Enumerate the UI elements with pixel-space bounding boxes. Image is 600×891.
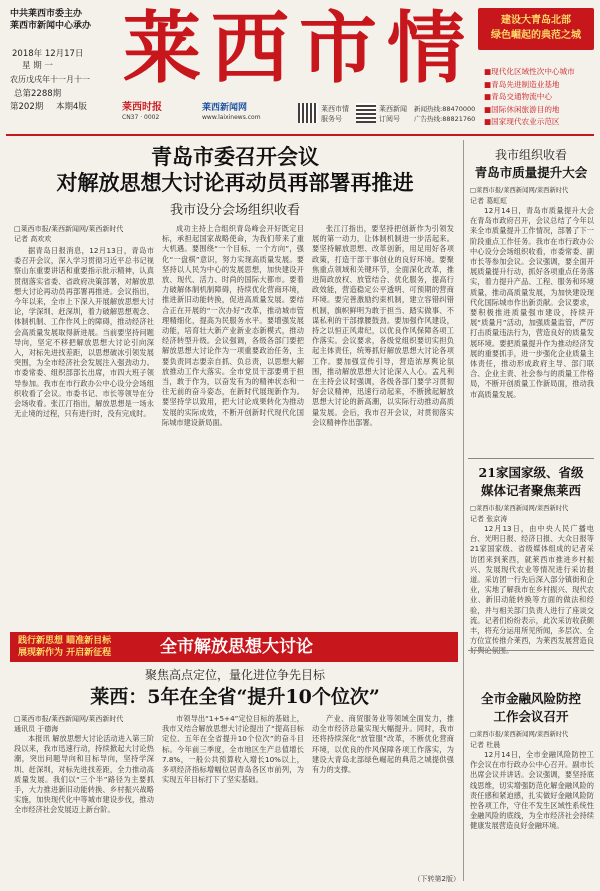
logo-strip — [118, 102, 478, 126]
subscription-account-label — [379, 104, 415, 124]
promo-line-2: 绿色崛起的典范之城 — [491, 30, 581, 41]
issue-date: 2018年 12月17日 — [12, 49, 84, 59]
side1-headline: 青岛市质量提升大会 — [474, 165, 588, 180]
article2-body-col-3: 产业、商贸服务业等领域全面发力，推动全市经济总量实现大幅提升。同时，我市还将持续深化“放管服”改革，不断优化营商环境，以优良的作风保障各项工作落实，为建设大青岛北部绿色崛起的典范之城提供强有力的支撑。 — [312, 714, 454, 775]
article2-col-1 — [14, 714, 154, 884]
campaign-banner — [10, 632, 458, 662]
campaign-slogan-1: 践行新思想 瞄准新目标 — [18, 636, 112, 646]
main-body-col-1: 据青岛日报消息，12月13日，青岛市委召开会议，深入学习贯彻习近平总书记视察山东重要讲话和重要指示批示精神，认真贯彻落实省委、省政府决策部署，对解放思想大讨论再动员再部署再推进。会议指出，今年以来，全市上下深入开展解放思想大讨论，学深圳、赶深圳，着力破解思想观念、体制机制、工作作风上的障碍，推动经济社会高质量发展取得新进展。当前要坚持问题导向，坚定不移把解放思想大讨论引向深入，对标先进找差距，以思想破冰引领发展突围，为全市经济社会发展注入强劲动力。市委常委、组织部部长出席，市四大班子领导参加。我市在市行政办公中心设分会场组织收看了会议。市委书记、市长等领导在分会场收看。张江汀指出，解放思想是一场永无止境的过程，只有进行时，没有完成时。 — [14, 246, 154, 419]
main-col-2 — [162, 224, 304, 624]
promo-item: ■现代化区域性次中心城市 — [484, 67, 575, 76]
promo-banner — [478, 8, 594, 50]
service-account-type: 服务号 — [321, 115, 342, 123]
side1-kicker: 我市组织收看 — [494, 148, 567, 162]
side3-byline-source: □莱西市报/莱西新闻网/莱西新时代 — [470, 731, 569, 738]
article2-body-col-2: 市领导出“1+5+4”定位目标的基础上，我市又结合解放思想大讨论提出了“提高目标定位、五年在全省提升10个位次”的奋斗目标。今年前三季度，全市地区生产总值增长7.8%，一般公共预算收入增长10%以上，多项经济指标增幅位居青岛各区市前列，为实现五年目标打下了坚实基础。 — [162, 714, 304, 785]
promo-item: ■国家现代农业示范区 — [484, 117, 560, 127]
side1-byline-reporter: 记者 葛虹虹 — [470, 197, 508, 205]
main-headline-2: 对解放思想大讨论再动员再部署再推进 — [56, 170, 414, 195]
side2-body — [470, 504, 594, 646]
promo-item: ■国际休闲旅游目的地 — [484, 104, 560, 114]
promo-line-1: 建设大青岛北部 — [501, 15, 571, 26]
service-account-label — [321, 104, 357, 124]
main-col-1 — [14, 224, 154, 624]
main-byline-reporter: 记者 高欢欢 — [14, 235, 52, 243]
article2-byline-source: □莱西市报/莱西新闻网/莱西新时代 — [14, 715, 124, 723]
service-account-name: 莱西市情 — [321, 105, 349, 113]
side2-text: 12月13日，由中央人民广播电台、光明日报、经济日报、大众日报等21家国家级、省级媒体组成的记者采访团来到莱西，就莱西市推进乡村振兴、发展现代农业等情况进行采访报道。采访团一行先后深入部分镇街和企业，实地了解我市在乡村振兴、现代农业、新旧动能转换等方面的做法和经验，并与相关部门负责人进行了座谈交流。记者们纷纷表示，此次采访收获颇丰，将充分运用所见所闻，多层次、全方位宣传推介莱西，为莱西发展营造良 — [470, 524, 594, 646]
subscription-account-name: 莱西新闻 — [379, 105, 407, 113]
campaign-banner-title: 全市解放思想大讨论 — [160, 637, 313, 657]
article2-byline-reporter: 通讯员 于德海 — [14, 725, 59, 733]
hotline-ads: 广告热线:88821760 — [414, 115, 476, 123]
laixi-news-logo-text: 莱西新闻网 — [202, 103, 248, 113]
side2-headline-1: 21家国家级、省级 — [478, 465, 584, 480]
hotline-news: 新闻热线:88470000 — [414, 105, 476, 113]
promo-list — [484, 66, 596, 129]
qr-code-service — [298, 103, 318, 123]
laixi-news-logo — [202, 102, 302, 122]
side3-byline-reporter: 记者 杜晨 — [470, 741, 501, 749]
laixi-times-logo — [122, 102, 190, 122]
article2-body-col-1: 本报讯 解放思想大讨论活动进入第三阶段以来，我市迅速行动，持续掀起大讨论热潮，突出问题导向和目标导向，坚持学深圳、赶深圳，对标先进找差距，全力推动高质量发展。我们以“三个半”路径为主要抓手，大力推进新旧动能转换、乡村振兴战略实施，加快现代化中等城市建设步伐，推动全市经济社会发展迈上新台阶。 — [14, 734, 154, 815]
header-rule — [6, 134, 594, 136]
promo-item: ■青岛先进制造业基地 — [484, 79, 560, 89]
side2-byline-source: □莱西市报/莱西新闻网/莱西新时代 — [470, 505, 569, 512]
article2-kicker: 聚焦高点定位，量化进位争先目标 — [144, 668, 325, 682]
qr-code-subscription — [356, 103, 376, 123]
laixi-times-logo-text: 莱西时报 — [122, 102, 162, 113]
issue-total: 总第2288期 — [14, 89, 62, 99]
side-divider-2 — [468, 650, 594, 651]
side1-text: 12月14日，青岛市质量提升大会在青岛市政府召开，会议总结了今年以来全市质量提升工作情况，部署了下一阶段重点工作任务。我市在市行政办公中心设分会场组织收看，市委常委、副市长等参加会议。会议强调，要全面开展质量提升行动，抓好各项重点任务落实，着力提升产品、工程、服务和环境质量，推动高质量发展，为加快建设现代化国际城市作出新贡献。会议要求，要积极推进质量强市建设，持续开展“质量月”活动，加强质量监管，严厉打击质量违法行为，营造良好的质量发展环境。要把质量提升作为推动经济发展的重要抓手，进一步强化企业质量主体责任，推动形成政府主导、部门联合、企业主责、社会参与的质量工作格局，不断开创质量工作新局面，推动我市高质量发展。 — [470, 206, 594, 399]
side3-text: 12月14日，全市金融风险防控工作会议在市行政办公中心召开。副市长出席会议并讲话。会议强调，要坚持底线思维，切实增强防范化解金融风险的责任感和紧迫感，扎实做好金融风险防控各项工作，守住不发生区域性系统性金融风险的底线，为全市经济社会持续健康发展营造良好金融环境。 — [470, 750, 594, 831]
issue-lunar: 农历戊戌年十一月十一 — [10, 75, 90, 84]
article2-continued[interactable]: （下转第2版） — [413, 875, 460, 883]
main-col-3 — [312, 224, 454, 624]
main-body-col-3: 张江汀指出，要坚持把创新作为引领发展的第一动力，让体制机制进一步活起来。要坚持解放思想、改革创新，用足用好各项政策，打造干部干事创业的良好环境。要聚焦重点领域和关键环节，全面深化改革，推进简政放权、放管结合、优化服务，提高行政效能，营造稳定公平透明、可预期的营商环境。要完善激励约束机制，建立容错纠错机制，旗帜鲜明为敢于担当、踏实做事、不谋私利的干部撑腰鼓劲。要加强作风建设，持之以恒正风肃纪，以优良作风保障各项工作落实。会议要求，各级党组织要切实担负起主体责任，统筹抓好解放思想大讨论各项工作。要加强宣传引导，营造浓厚舆论氛围，推动解放思想大讨论深入人心。孟凡利在主持会议时强调，各级各部门要学习贯彻好会议精神，迅速行动起来，不断掀起解放思想大讨论的新高潮，以实际行动推动高质量发展。会后，我市召开会议，对贯彻落实会议精神作出部署。 — [312, 224, 454, 427]
article2-col-3 — [312, 714, 454, 874]
campaign-banner-left — [18, 635, 158, 659]
campaign-slogan-2: 展现新作为 开启新征程 — [18, 648, 112, 658]
side-divider-1 — [468, 458, 594, 459]
issue-number: 第202期 — [10, 102, 44, 112]
main-byline-source: □莱西市报/莱西新闻网/莱西新时代 — [14, 225, 124, 233]
side1-body — [470, 186, 594, 454]
issue-pages: 本期4版 — [56, 102, 87, 112]
laixi-times-code: CN37 · 0002 — [122, 114, 160, 121]
subscription-account-type: 订阅号 — [379, 115, 400, 123]
laixi-news-url[interactable]: www.laixinews.com — [202, 114, 261, 121]
column-divider — [463, 140, 464, 881]
side3-body — [470, 730, 594, 885]
main-headline-1: 青岛市委召开会议 — [151, 144, 319, 169]
masthead-title: 莱西市情 — [122, 3, 475, 94]
side3-headline-1: 全市金融风险防控 — [480, 691, 581, 706]
article2-headline: 莱西：5年在全省“提升10个位次” — [90, 686, 380, 708]
article2-col-2 — [162, 714, 304, 884]
promo-item: ■青岛交通物流中心 — [484, 92, 552, 102]
publisher-line-1: 中共莱西市委主办 — [10, 9, 83, 19]
issue-weekday: 星 期 一 — [22, 61, 53, 71]
side2-headline-2: 媒体记者聚焦莱西 — [480, 483, 581, 498]
side3-headline-2: 工作会议召开 — [493, 709, 569, 724]
side2-byline-reporter: 记者 张京涛 — [470, 515, 508, 523]
main-subheadline: 我市设分会场组织收看 — [169, 203, 300, 218]
main-body-col-2: 成功主持上合组织青岛峰会开好既定目标，承担起国家战略使命，为我们带来了重大机遇。要围绕“一个目标、一个方向”，强化“一盘棋”意识，努力实现高质量发展。要坚持以人民为中心的发展思想，加快建设开放、现代、活力、时尚的国际大都市。要着力破解体制机制障碍，持续优化营商环境，推进新旧动能转换，促进高质量发展。要结合正在开展的“一次办好”改革，推动城市管理精细化，提高为民服务水平。要增强发展动能，培育壮大新产业新业态新模式，推动经济转型升级。会议强调，各级各部门要把解放思想大讨论作为一项重要政治任务，主要负责同志要亲自抓、负总责，以思想大解放推动工作大落实。全市党员干部要勇于担当，敢于作为，以奋发有为的精神状态和一往无前的奋斗姿态，在新时代展现新作为。要坚持学以致用，把大讨论成果转化为推动发展的实际成效，不断开创新时代现代化国际城市建设新局面。 — [162, 224, 304, 427]
side1-byline-source: □莱西市报/莱西新闻网/莱西新时代 — [470, 187, 569, 194]
publisher-line-2: 莱西市新闻中心承办 — [10, 21, 92, 31]
